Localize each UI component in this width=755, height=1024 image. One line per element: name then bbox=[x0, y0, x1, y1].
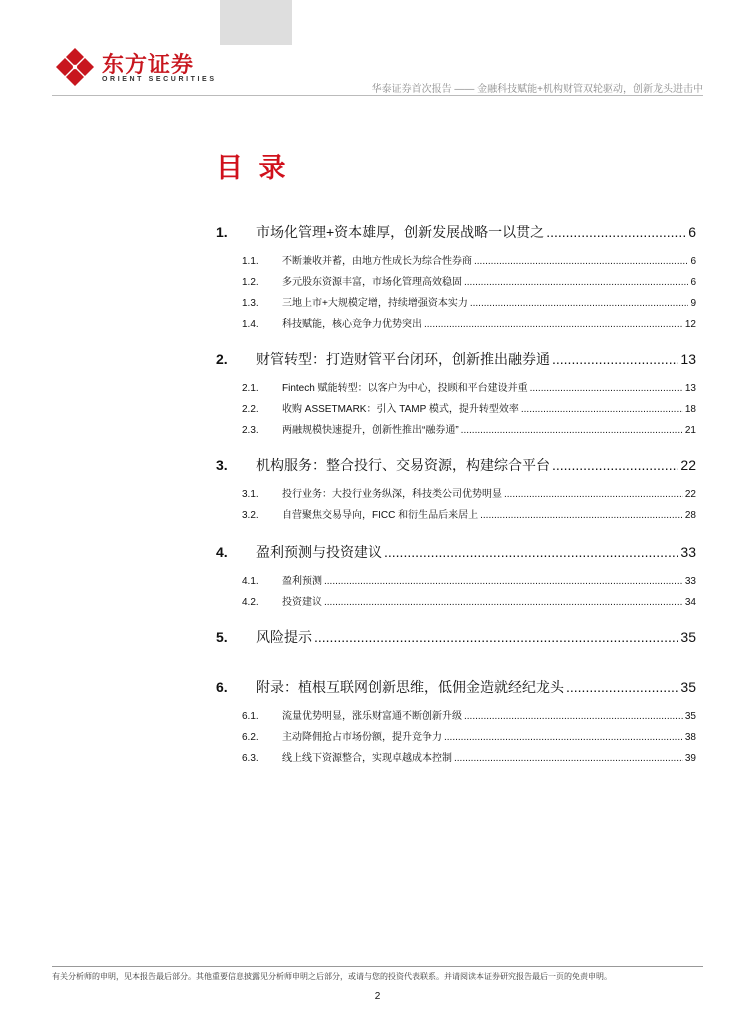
toc-subsection-entry[interactable] bbox=[216, 485, 696, 500]
toc-entry-number: 3. bbox=[216, 457, 228, 473]
toc-entry-title: 不断兼收并蓄，由地方性成长为综合性券商 bbox=[282, 256, 472, 267]
toc-entry-title: 财管转型：打造财管平台闭环，创新推出融券通 bbox=[256, 351, 550, 367]
toc-section-entry[interactable] bbox=[216, 677, 696, 697]
toc-entry-page: 33 bbox=[680, 544, 696, 560]
toc-entry-title: 自营聚焦交易导向，FICC 和衍生品后来居上 bbox=[282, 510, 479, 521]
toc-entry-title: 主动降佣抢占市场份额，提升竞争力 bbox=[282, 732, 442, 743]
toc-entry-page: 34 bbox=[684, 597, 696, 608]
logo-name-en: ORIENT SECURITIES bbox=[102, 76, 217, 83]
toc-dot-leader bbox=[464, 711, 683, 722]
toc-subsection-entry[interactable] bbox=[216, 294, 696, 309]
company-logo bbox=[55, 47, 217, 87]
toc-entry-number: 1. bbox=[216, 224, 228, 240]
toc-entry-page: 13 bbox=[684, 383, 696, 394]
toc-dot-leader bbox=[444, 732, 683, 743]
toc-entry-page: 22 bbox=[680, 457, 696, 473]
toc-entry-title: 投行业务：大投行业务纵深，科技类公司优势明显 bbox=[282, 489, 502, 500]
toc-entry-title: 科技赋能，核心竞争力优势突出 bbox=[282, 319, 422, 330]
toc-section-entry[interactable] bbox=[216, 627, 696, 647]
toc-entry-number: 2.1. bbox=[242, 383, 259, 394]
toc-entry-page: 35 bbox=[684, 711, 696, 722]
toc-entry-title: Fintech 赋能转型：以客户为中心，投顾和平台建设并重 bbox=[282, 383, 528, 394]
toc-entry-number: 3.2. bbox=[242, 510, 259, 521]
toc-entry-number: 2.2. bbox=[242, 404, 259, 415]
toc-entry-page: 18 bbox=[684, 404, 696, 415]
toc-dot-leader bbox=[552, 457, 678, 473]
toc-entry-number: 2.3. bbox=[242, 425, 259, 436]
toc-dot-leader bbox=[474, 256, 688, 267]
toc-entry-page: 12 bbox=[684, 319, 696, 330]
toc-entry-title: 三地上市+大规模定增，持续增强资本实力 bbox=[282, 298, 468, 309]
toc-entry-page: 33 bbox=[684, 576, 696, 587]
toc-dot-leader bbox=[314, 629, 678, 645]
toc-entry-title: 附录：植根互联网创新思维，低佣金造就经纪龙头 bbox=[256, 679, 564, 695]
toc-section-entry[interactable] bbox=[216, 542, 696, 562]
toc-section-entry[interactable] bbox=[216, 222, 696, 242]
toc-dot-leader bbox=[530, 383, 683, 394]
toc-entry-title: 多元股东资源丰富，市场化管理高效稳固 bbox=[282, 277, 462, 288]
toc-subsection-entry[interactable] bbox=[216, 400, 696, 415]
toc-dot-leader bbox=[424, 319, 683, 330]
toc-entry-title: 盈利预测与投资建议 bbox=[256, 544, 382, 560]
toc-entry-title: 收购 ASSETMARK：引入 TAMP 模式，提升转型效率 bbox=[282, 404, 519, 415]
toc-entry-page: 6 bbox=[688, 224, 696, 240]
toc-entry-page: 9 bbox=[690, 298, 696, 309]
toc-entry-number: 6. bbox=[216, 679, 228, 695]
toc-entry-number: 4.1. bbox=[242, 576, 259, 587]
toc-section-entry[interactable] bbox=[216, 455, 696, 475]
toc-dot-leader bbox=[324, 597, 683, 608]
toc-subsection-entry[interactable] bbox=[216, 572, 696, 587]
footer-disclaimer: 有关分析师的申明，见本报告最后部分。其他重要信息披露见分析师申明之后部分，或请与您的投资代表联系。并请阅读本证券研究报告最后一页的免责申明。 bbox=[52, 972, 612, 981]
toc-subsection-entry[interactable] bbox=[216, 593, 696, 608]
orient-logo-icon bbox=[55, 47, 95, 87]
toc-dot-leader bbox=[480, 510, 683, 521]
toc-subsection-entry[interactable] bbox=[216, 506, 696, 521]
toc-subsection-entry[interactable] bbox=[216, 728, 696, 743]
toc-dot-leader bbox=[504, 489, 683, 500]
toc-heading: 目 录 bbox=[216, 153, 290, 183]
toc-dot-leader bbox=[464, 277, 688, 288]
toc-subsection-entry[interactable] bbox=[216, 707, 696, 722]
toc-entry-title: 投资建议 bbox=[282, 597, 322, 608]
toc-subsection-entry[interactable] bbox=[216, 252, 696, 267]
page-number: 2 bbox=[374, 991, 381, 1002]
toc-entry-page: 6 bbox=[690, 256, 696, 267]
header-divider bbox=[52, 95, 703, 96]
toc-subsection-entry[interactable] bbox=[216, 315, 696, 330]
toc-entry-number: 2. bbox=[216, 351, 228, 367]
toc-entry-title: 两融规模快速提升，创新性推出“融券通” bbox=[282, 425, 459, 436]
toc-subsection-entry[interactable] bbox=[216, 379, 696, 394]
toc-entry-number: 4. bbox=[216, 544, 228, 560]
toc-entry-title: 线上线下资源整合，实现卓越成本控制 bbox=[282, 753, 452, 764]
running-header: 华泰证券首次报告 —— 金融科技赋能+机构财管双轮驱动，创新龙头进击中 bbox=[371, 84, 703, 95]
toc-dot-leader bbox=[552, 351, 678, 367]
toc-entry-number: 6.3. bbox=[242, 753, 259, 764]
toc-entry-number: 1.4. bbox=[242, 319, 259, 330]
toc-entry-number: 6.1. bbox=[242, 711, 259, 722]
toc-entry-title: 机构服务：整合投行、交易资源，构建综合平台 bbox=[256, 457, 550, 473]
toc-subsection-entry[interactable] bbox=[216, 749, 696, 764]
toc-entry-title: 盈利预测 bbox=[282, 576, 322, 587]
toc-entry-title: 市场化管理+资本雄厚，创新发展战略一以贯之 bbox=[256, 224, 545, 240]
toc-entry-number: 1.3. bbox=[242, 298, 259, 309]
header-decoration-bar bbox=[220, 0, 292, 45]
toc-entry-number: 5. bbox=[216, 629, 228, 645]
toc-subsection-entry[interactable] bbox=[216, 421, 696, 436]
toc-entry-page: 6 bbox=[690, 277, 696, 288]
toc-entry-page: 35 bbox=[680, 679, 696, 695]
toc-entry-page: 28 bbox=[684, 510, 696, 521]
toc-entry-page: 39 bbox=[684, 753, 696, 764]
toc-entry-title: 流量优势明显，涨乐财富通不断创新升级 bbox=[282, 711, 462, 722]
toc-dot-leader bbox=[521, 404, 683, 415]
toc-entry-title: 风险提示 bbox=[256, 629, 312, 645]
toc-dot-leader bbox=[566, 679, 678, 695]
toc-entry-number: 1.2. bbox=[242, 277, 259, 288]
toc-dot-leader bbox=[461, 425, 683, 436]
toc-entry-page: 22 bbox=[684, 489, 696, 500]
toc-dot-leader bbox=[384, 544, 678, 560]
toc-entry-number: 3.1. bbox=[242, 489, 259, 500]
toc-entry-page: 13 bbox=[680, 351, 696, 367]
toc-dot-leader bbox=[470, 298, 689, 309]
toc-entry-page: 21 bbox=[684, 425, 696, 436]
toc-entry-page: 35 bbox=[680, 629, 696, 645]
toc-entry-page: 38 bbox=[684, 732, 696, 743]
toc-dot-leader bbox=[324, 576, 683, 587]
toc-dot-leader bbox=[454, 753, 683, 764]
footer-divider bbox=[52, 966, 703, 967]
toc-dot-leader bbox=[546, 224, 686, 240]
toc-section-entry[interactable] bbox=[216, 349, 696, 369]
toc-subsection-entry[interactable] bbox=[216, 273, 696, 288]
toc-entry-number: 4.2. bbox=[242, 597, 259, 608]
logo-name-cn: 东方证券 bbox=[102, 52, 195, 77]
toc-entry-number: 6.2. bbox=[242, 732, 259, 743]
toc-entry-number: 1.1. bbox=[242, 256, 259, 267]
